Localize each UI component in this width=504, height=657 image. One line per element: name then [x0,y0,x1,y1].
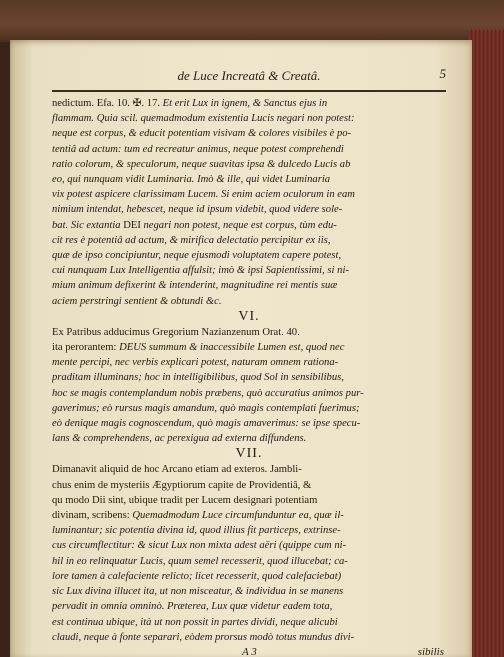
text-run: DEI [123,219,141,231]
text-line [52,278,446,293]
text-line [52,554,446,569]
text-line [52,599,446,614]
text-line [52,386,446,401]
text-line [52,569,446,584]
text-run: ratio colorum, & speculorum, neque suavitas ipsa & dulcedo Lucis ab [52,158,351,170]
page-number: 5 [439,66,446,81]
text-line [52,523,446,538]
text-line [52,111,446,126]
background-top [0,0,504,42]
text-run: lore tamen à calefaciente relicto; licet recesserit, quod calefaciebat) [52,570,342,582]
text-run: eo, qui nunquam vidit Luminaria. Imò & ille, qui videt Luminaria [52,174,331,186]
text-line [52,248,446,263]
text-line [52,462,446,477]
text-run: praditam illuminans; hoc in intelligibilibus, quod Sol in sensibilibus, [52,372,344,384]
text-run: vix potest aspicere clarissimam Lucem. Si enim aciem oculorum in eam [52,189,355,201]
text-run: sic Lux divina illucet ita, ut non misceatur, & individua in se manens [52,586,344,598]
text-line [52,630,446,645]
text-run: eò denique magis cognoscendum, quò magis amaverimus: se ipse specu- [52,418,361,430]
text-run: cit res è potentiâ ad actum, & mirifica delectatio percipitur ex iis, [52,234,331,246]
text-line [52,325,446,340]
catchword: sibilis [417,645,444,657]
section-heading-vii: VII. [235,446,263,462]
text-run: est continua ubique, ità ut non possit in partes dividi, neque alicubi [52,616,338,628]
text-line [52,493,446,508]
text-line [52,508,446,523]
text-run: Dimanavit aliquid de hoc Arcano etiam ad exteros. Jambli- [52,464,302,476]
paragraph-block-2 [52,325,446,447]
text-run: flammam. Quia scil. quemadmodum existentia Lucis negari non potest: [52,113,355,125]
text-line [52,233,446,248]
text-line [52,416,446,431]
text-line [52,126,446,141]
text-run: mium animum defixerint & intenderint, magnitudine rei mentis suæ [52,280,338,292]
text-run: aciem perstringi sentient & obtundi &c. [52,295,222,307]
text-line [52,355,446,370]
running-header [52,68,446,88]
text-line [52,401,446,416]
text-line [52,172,446,187]
text-line [52,370,446,385]
paragraph-block-3 [52,462,446,644]
text-line [52,187,446,202]
text-run: cus circumflectitur: & sicut Lux non mixta adest aëri (quippe cum ni- [52,540,347,552]
text-line [52,538,446,553]
header-rule [52,90,446,92]
text-run: qu modo Dii sint, ubique tradit per Lucem designari potentiam [52,494,318,506]
text-line [52,478,446,493]
text-run: luminantur; sic potentia divina id, quod illius fit particeps, extrinse- [52,525,341,537]
text-run: bat. Sic extantia [52,219,124,231]
text-run: nedictum. Efa. 10. ✠. 17. [52,98,163,109]
text-run: ita perorantem: [52,342,120,354]
text-run: hil in eo relinquatur Lucis, quum semel recesserit, quod illucebat; ca- [52,555,348,567]
running-title: de Luce Increatâ & Creatâ. [177,68,321,83]
text-run: neque est corpus, & educit potentiam visivam & colores visibiles è po- [52,128,352,140]
text-line [52,584,446,599]
text-run: hoc se magis contemplandum nobis præbens, quò accuratius animos pur- [52,387,364,399]
text-run: gaverimus; eò rursus magis amandum, quò magis contemplati fuerimus; [52,402,360,414]
text-run: Ex Patribus adducimus Gregorium Nazianzenum Orat. 40. [52,326,300,338]
text-run: tentiâ ad actum: tum ed recreatur animus, neque potest comprehendi [52,143,344,155]
text-run: DEUS summum & inaccessibile Lumen est, quod nec [119,342,345,354]
text-line [52,202,446,217]
book-page [10,40,472,657]
text-area [52,68,446,657]
text-run: claudi, neque à fonte separari, eòdem prorsus modò totus mundus divi- [52,631,355,643]
text-run: chus enim de mysteriis Ægyptiorum capite de Providentiâ, & [52,479,312,491]
text-line [52,340,446,355]
text-run: cui nunquam Lux Intelligentia affulsit; imò & ipsi Sapientissimi, si ni- [52,265,349,277]
text-run: pervadit in omnia omninò. Præterea, Lux quæ videtur eadem tota, [52,601,333,613]
text-run: lans & comprehendens, ac perexigua ad externa diffundens. [52,433,307,445]
text-run: Quemadmodum Luce circumfunduntur ea, quæ il- [132,510,344,522]
section-heading-vi: VI. [238,308,260,324]
text-run: divinam, scribens: [52,510,133,522]
text-line [52,263,446,278]
signature-mark: A 3 [242,645,257,657]
text-line [52,294,446,309]
text-line [52,142,446,157]
text-run: quæ de ipso concipiuntur, neque ejusmodi voluptatem capere potest, [52,250,342,262]
paragraph-block-1 [52,96,446,309]
book-edge [468,30,504,657]
text-run: mente percipi, nec verbis explicari potest, naturam omnem rationa- [52,357,339,369]
page-footer [52,646,446,657]
text-run: Et erit Lux in ignem, & Sanctus ejus in [162,98,328,109]
text-line [52,96,446,111]
text-run: negari non potest, neque est corpus, tùm edu- [140,219,337,231]
text-line [52,157,446,172]
text-run: nimium intendat, hebescet, neque id ipsum videbit, quod videre sole- [52,204,343,216]
text-line [52,218,446,233]
text-line [52,431,446,446]
text-line [52,615,446,630]
